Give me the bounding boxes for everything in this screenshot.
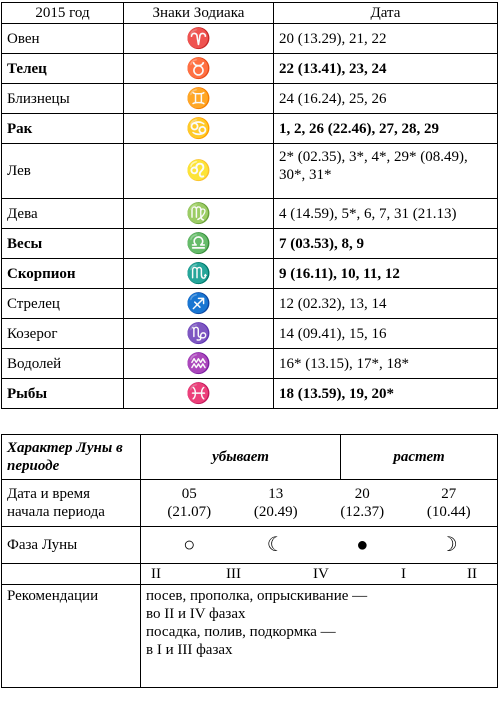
moon-dates-row [2, 480, 498, 527]
zodiac-row [2, 199, 498, 229]
zodiac-sign-symbol: ♋ [124, 114, 274, 144]
moon-phase-row [2, 527, 498, 564]
waning-crescent-icon: ☾ [266, 534, 285, 556]
zodiac-sign-symbol: ♐ [124, 289, 274, 319]
moon-rec-line: во II и IV фазах [146, 606, 246, 622]
zodiac-row [2, 144, 498, 199]
moon-date-day: 27 [441, 486, 457, 502]
moon-date [319, 485, 406, 521]
moon-date-day: 20 [354, 486, 370, 502]
moon-date-day: 13 [268, 486, 284, 502]
zodiac-row [2, 84, 498, 114]
zodiac-sign-symbol: ♎ [124, 229, 274, 259]
moon-quarter-label: IV [313, 566, 329, 582]
moon-rec-row [2, 585, 498, 688]
zodiac-sign-symbol: ♈ [124, 24, 274, 54]
moon-date [233, 485, 320, 521]
moon-rec-label: Рекомендации [2, 585, 141, 688]
zodiac-sign-symbol: ♒ [124, 349, 274, 379]
zodiac-sign-symbol: ♌ [124, 144, 274, 199]
zodiac-dates: 24 (16.24), 25, 26 [274, 84, 498, 114]
moon-quarter-label: II [151, 566, 161, 582]
zodiac-sign-symbol: ♉ [124, 54, 274, 84]
zodiac-row [2, 54, 498, 84]
zodiac-row [2, 114, 498, 144]
moon-character-row [2, 435, 498, 480]
zodiac-sign-name: Рыбы [2, 379, 124, 409]
moon-rec-cell [141, 585, 498, 688]
zodiac-sign-symbol: ♏ [124, 259, 274, 289]
zodiac-sign-name: Телец [2, 54, 124, 84]
moon-rec-line: посев, прополка, опрыскивание — [146, 588, 368, 604]
zodiac-dates: 9 (16.11), 10, 11, 12 [274, 259, 498, 289]
zodiac-sign-name: Лев [2, 144, 124, 199]
header-date: Дата [274, 3, 498, 24]
zodiac-sign-name: Стрелец [2, 289, 124, 319]
zodiac-sign-symbol: ♑ [124, 319, 274, 349]
moon-phase-cell [141, 527, 498, 564]
moon-date-time: (21.07) [167, 504, 212, 520]
full-moon-icon: ○ [183, 534, 196, 556]
moon-quarter-label: II [467, 566, 477, 582]
zodiac-row [2, 259, 498, 289]
moon-date-time: (12.37) [340, 504, 385, 520]
zodiac-dates: 2* (02.35), 3*, 4*, 29* (08.49), 30*, 31* [274, 144, 498, 199]
header-year: 2015 год [2, 3, 124, 24]
moon-phase-label: Фаза Луны [2, 527, 141, 564]
zodiac-dates: 20 (13.29), 21, 22 [274, 24, 498, 54]
moon-table [1, 434, 498, 688]
zodiac-dates: 4 (14.59), 5*, 6, 7, 31 (21.13) [274, 199, 498, 229]
moon-dates-grid [146, 485, 492, 521]
zodiac-sign-name: Водолей [2, 349, 124, 379]
moon-date-time: (20.49) [253, 504, 298, 520]
zodiac-sign-name: Близнецы [2, 84, 124, 114]
zodiac-dates: 7 (03.53), 8, 9 [274, 229, 498, 259]
moon-date [406, 485, 493, 521]
moon-rec-line: в I и III фазах [146, 642, 233, 658]
zodiac-dates: 14 (09.41), 15, 16 [274, 319, 498, 349]
moon-character-label: Характер Луны в периоде [2, 435, 141, 480]
moon-phase-grid [146, 536, 492, 554]
moon-quarter-empty [2, 564, 141, 585]
zodiac-sign-name: Скорпион [2, 259, 124, 289]
moon-quarters [141, 564, 497, 584]
moon-dates-cell [141, 480, 498, 527]
zodiac-sign-name: Козерог [2, 319, 124, 349]
waxing-crescent-icon: ☽ [439, 534, 458, 556]
zodiac-row [2, 319, 498, 349]
zodiac-table [1, 2, 498, 409]
zodiac-sign-name: Дева [2, 199, 124, 229]
zodiac-row [2, 229, 498, 259]
zodiac-body [2, 24, 498, 409]
moon-quarter-row [2, 564, 498, 585]
zodiac-dates: 1, 2, 26 (22.46), 27, 28, 29 [274, 114, 498, 144]
zodiac-dates: 12 (02.32), 13, 14 [274, 289, 498, 319]
moon-quarter-label: III [226, 566, 241, 582]
moon-date [146, 485, 233, 521]
zodiac-sign-symbol: ♓ [124, 379, 274, 409]
zodiac-header-row [2, 3, 498, 24]
zodiac-dates: 18 (13.59), 19, 20* [274, 379, 498, 409]
zodiac-sign-symbol: ♍ [124, 199, 274, 229]
moon-waning: убывает [141, 435, 341, 480]
moon-dates-label: Дата и время начала периода [2, 480, 141, 527]
zodiac-dates: 22 (13.41), 23, 24 [274, 54, 498, 84]
new-moon-icon: ● [356, 534, 369, 556]
moon-quarter-label: I [401, 566, 406, 582]
zodiac-dates: 16* (13.15), 17*, 18* [274, 349, 498, 379]
zodiac-sign-name: Рак [2, 114, 124, 144]
zodiac-sign-symbol: ♊ [124, 84, 274, 114]
moon-waxing: растет [341, 435, 498, 480]
zodiac-row [2, 379, 498, 409]
moon-date-time: (10.44) [426, 504, 471, 520]
zodiac-sign-name: Овен [2, 24, 124, 54]
zodiac-sign-name: Весы [2, 229, 124, 259]
moon-rec-line: посадка, полив, подкормка — [146, 624, 336, 640]
zodiac-row [2, 24, 498, 54]
header-signs: Знаки Зодиака [124, 3, 274, 24]
zodiac-row [2, 349, 498, 379]
moon-quarter-cell [141, 564, 498, 585]
moon-date-day: 05 [181, 486, 197, 502]
zodiac-row [2, 289, 498, 319]
